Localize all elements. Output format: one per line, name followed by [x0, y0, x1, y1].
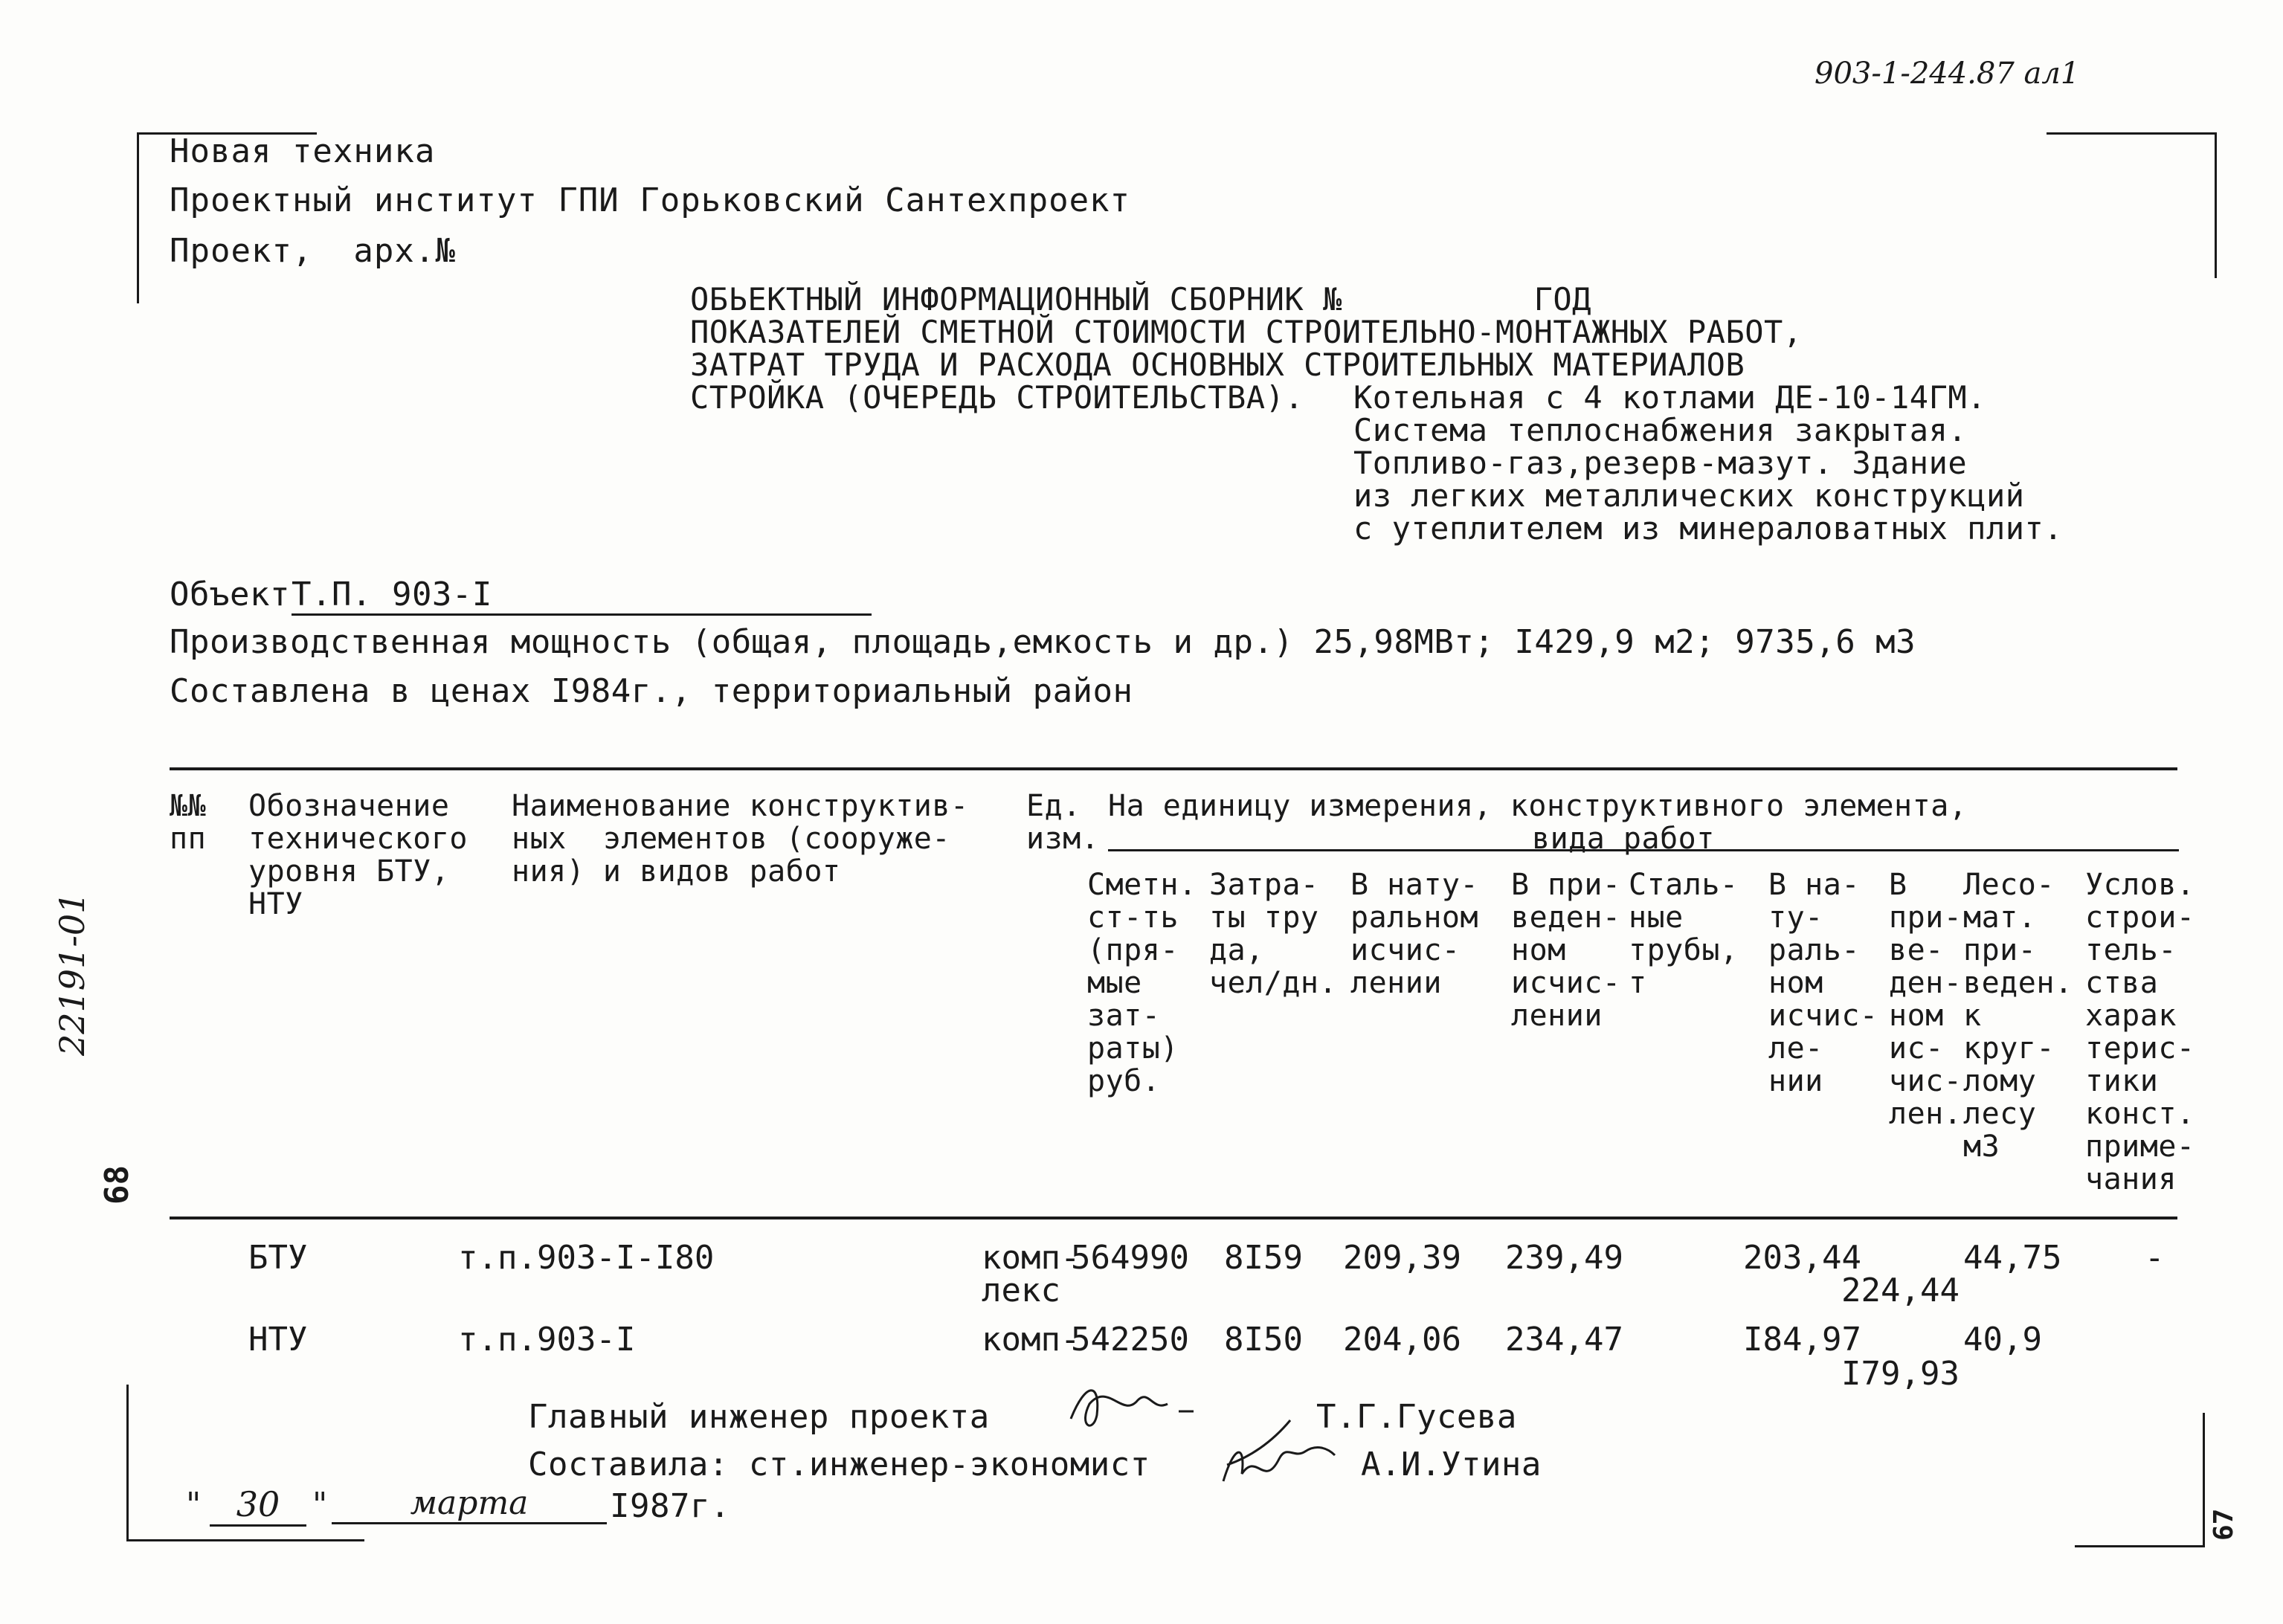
row-lumber: 44,75 — [1963, 1239, 2062, 1277]
composer-label: Составила: ст.инженер-экономист — [528, 1446, 1150, 1483]
production-capacity: Производственная мощность (общая, площадь,емкость и др.) 25,98МВт; I429,9 м2; 9735,6 м3 — [170, 623, 1916, 661]
row-labor: 8I59 — [1224, 1239, 1303, 1277]
frame-bottom-left-v — [126, 1385, 129, 1541]
frame-bottom-right-v — [2203, 1413, 2205, 1547]
date-quote-close: " — [312, 1486, 328, 1524]
sub-header-labor: Затра- ты тру да, чел/дн. — [1209, 868, 1338, 1000]
price-basis: Составлена в ценах I984г., территориальный район — [170, 672, 1133, 710]
side-archive-stamp: 22191-01 — [52, 892, 92, 1056]
date-year: I987г. — [610, 1487, 730, 1525]
frame-top-left-v — [137, 132, 139, 303]
sub-header-lumber: Лесо- мат. при- веден. к круг- лому лесу м3 — [1963, 868, 2073, 1164]
composer-name: А.И.Утина — [1361, 1446, 1542, 1483]
construction-description-3: Топливо-газ,резерв-мазут. Здание — [1353, 445, 1968, 481]
header-line-institute: Проектный институт ГПИ Горьковский Сантехпроект — [170, 181, 1131, 219]
sub-header-steel-pipes: Сталь- ные трубы, т — [1629, 868, 1739, 1000]
sub-header-steel-natural: В нату- ральном исчис- лении — [1350, 868, 1479, 1000]
row-cost: 542250 — [1071, 1321, 1189, 1359]
row-notes: - — [2145, 1239, 2165, 1277]
row-steel-natural: 204,06 — [1343, 1321, 1461, 1359]
row-level: НТУ — [248, 1321, 308, 1359]
group-header-per-unit: На единицу измерения, конструктивного элемента, — [1108, 789, 1968, 823]
date-quote-open: " — [186, 1486, 202, 1524]
row-project-name: т.п.903-I — [458, 1321, 636, 1359]
col-header-designation: Обозначение технического уровня БТУ, НТУ — [248, 789, 468, 921]
title-line-2: ПОКАЗАТЕЛЕЙ СМЕТНОЙ СТОИМОСТИ СТРОИТЕЛЬНО-МОНТАЖНЫХ РАБОТ, — [690, 314, 1803, 350]
construction-description-1: Котельная с 4 котлами ДЕ-10-14ГМ. — [1353, 379, 1986, 416]
frame-bottom-left-h — [126, 1539, 364, 1541]
object-value: Т.П. 903-I — [292, 576, 872, 616]
frame-top-right-h — [2047, 132, 2216, 135]
composer-signature — [1212, 1429, 1339, 1496]
row-steel-natural: 209,39 — [1343, 1239, 1461, 1277]
object-label: Объект — [170, 576, 290, 613]
sub-header-notes: Услов. строи- тель- ства харак терис- тики конст. приме- чания — [2085, 868, 2195, 1196]
chief-engineer-signature — [1056, 1374, 1227, 1441]
date-month: марта — [332, 1484, 607, 1524]
table-header-bottom-rule — [170, 1217, 2177, 1219]
col-header-number: №№ пп — [170, 789, 207, 856]
title-line-1: ОБЬЕКТНЫЙ ИНФОРМАЦИОННЫЙ СБОРНИК № ГОД — [690, 281, 1591, 318]
group-header-work-type: вида работ — [1532, 822, 1715, 856]
title-line-4: СТРОЙКА (ОЧЕРЕДЬ СТРОИТЕЛЬСТВА). — [690, 379, 1304, 416]
row-unit: комп- — [982, 1321, 1081, 1359]
date-day: 30 — [210, 1484, 306, 1527]
row-unit-cont: лекс — [982, 1272, 1060, 1309]
sub-header-wood-natural: В на- ту- раль- ном исчис- ле- нии — [1768, 868, 1878, 1098]
row-wood-natural: I84,97 — [1743, 1321, 1861, 1359]
col-header-name: Наименование конструктив- ных элементов (сооруже- ния) и видов работ — [512, 789, 969, 889]
row-wood-natural: 203,44 — [1743, 1239, 1861, 1277]
corner-page-number: 67 — [2209, 1508, 2239, 1541]
chief-engineer-name: Т.Г.Гусева — [1316, 1398, 1517, 1436]
row-labor: 8I50 — [1224, 1321, 1303, 1359]
sub-header-steel-reduced: В при- веден- ном исчис- лении — [1511, 868, 1621, 1033]
row-wood-reduced: 224,44 — [1841, 1272, 1960, 1309]
row-steel-reduced: 234,47 — [1505, 1321, 1623, 1359]
col-header-unit: Ед. изм. — [1026, 789, 1100, 856]
title-line-3: ЗАТРАТ ТРУДА И РАСХОДА ОСНОВНЫХ СТРОИТЕЛЬНЫХ МАТЕРИАЛОВ — [690, 347, 1745, 383]
sub-header-cost: Сметн. ст-ть (пря- мые зат- раты) руб. — [1087, 868, 1197, 1098]
row-level: БТУ — [248, 1239, 308, 1277]
side-page-number: 68 — [98, 1165, 136, 1205]
document-code-stamp: 903-1-244.87 ал1 — [1815, 57, 2080, 91]
row-cost: 564990 — [1071, 1239, 1189, 1277]
frame-bottom-right-h — [2075, 1545, 2205, 1547]
row-steel-reduced: 239,49 — [1505, 1239, 1623, 1277]
row-unit: комп- — [982, 1239, 1081, 1277]
header-line-new-tech: Новая техника — [170, 132, 436, 170]
row-project-name: т.п.903-I-I80 — [458, 1239, 715, 1277]
row-lumber: 40,9 — [1963, 1321, 2042, 1359]
table-top-rule — [170, 767, 2177, 770]
chief-engineer-label: Главный инженер проекта — [528, 1398, 990, 1436]
sub-header-wood-reduced: В при- ве- ден- ном ис- чис- лен. — [1889, 868, 1962, 1131]
construction-description-4: из легких металлических конструкций — [1353, 477, 2025, 514]
construction-description-2: Система теплоснабжения закрытая. — [1353, 412, 1968, 448]
frame-top-right-v — [2215, 132, 2217, 278]
construction-description-5: с утеплителем из минераловатных плит. — [1353, 510, 2064, 547]
header-line-project: Проект, арх.№ — [170, 232, 456, 270]
row-wood-reduced: I79,93 — [1841, 1355, 1960, 1393]
